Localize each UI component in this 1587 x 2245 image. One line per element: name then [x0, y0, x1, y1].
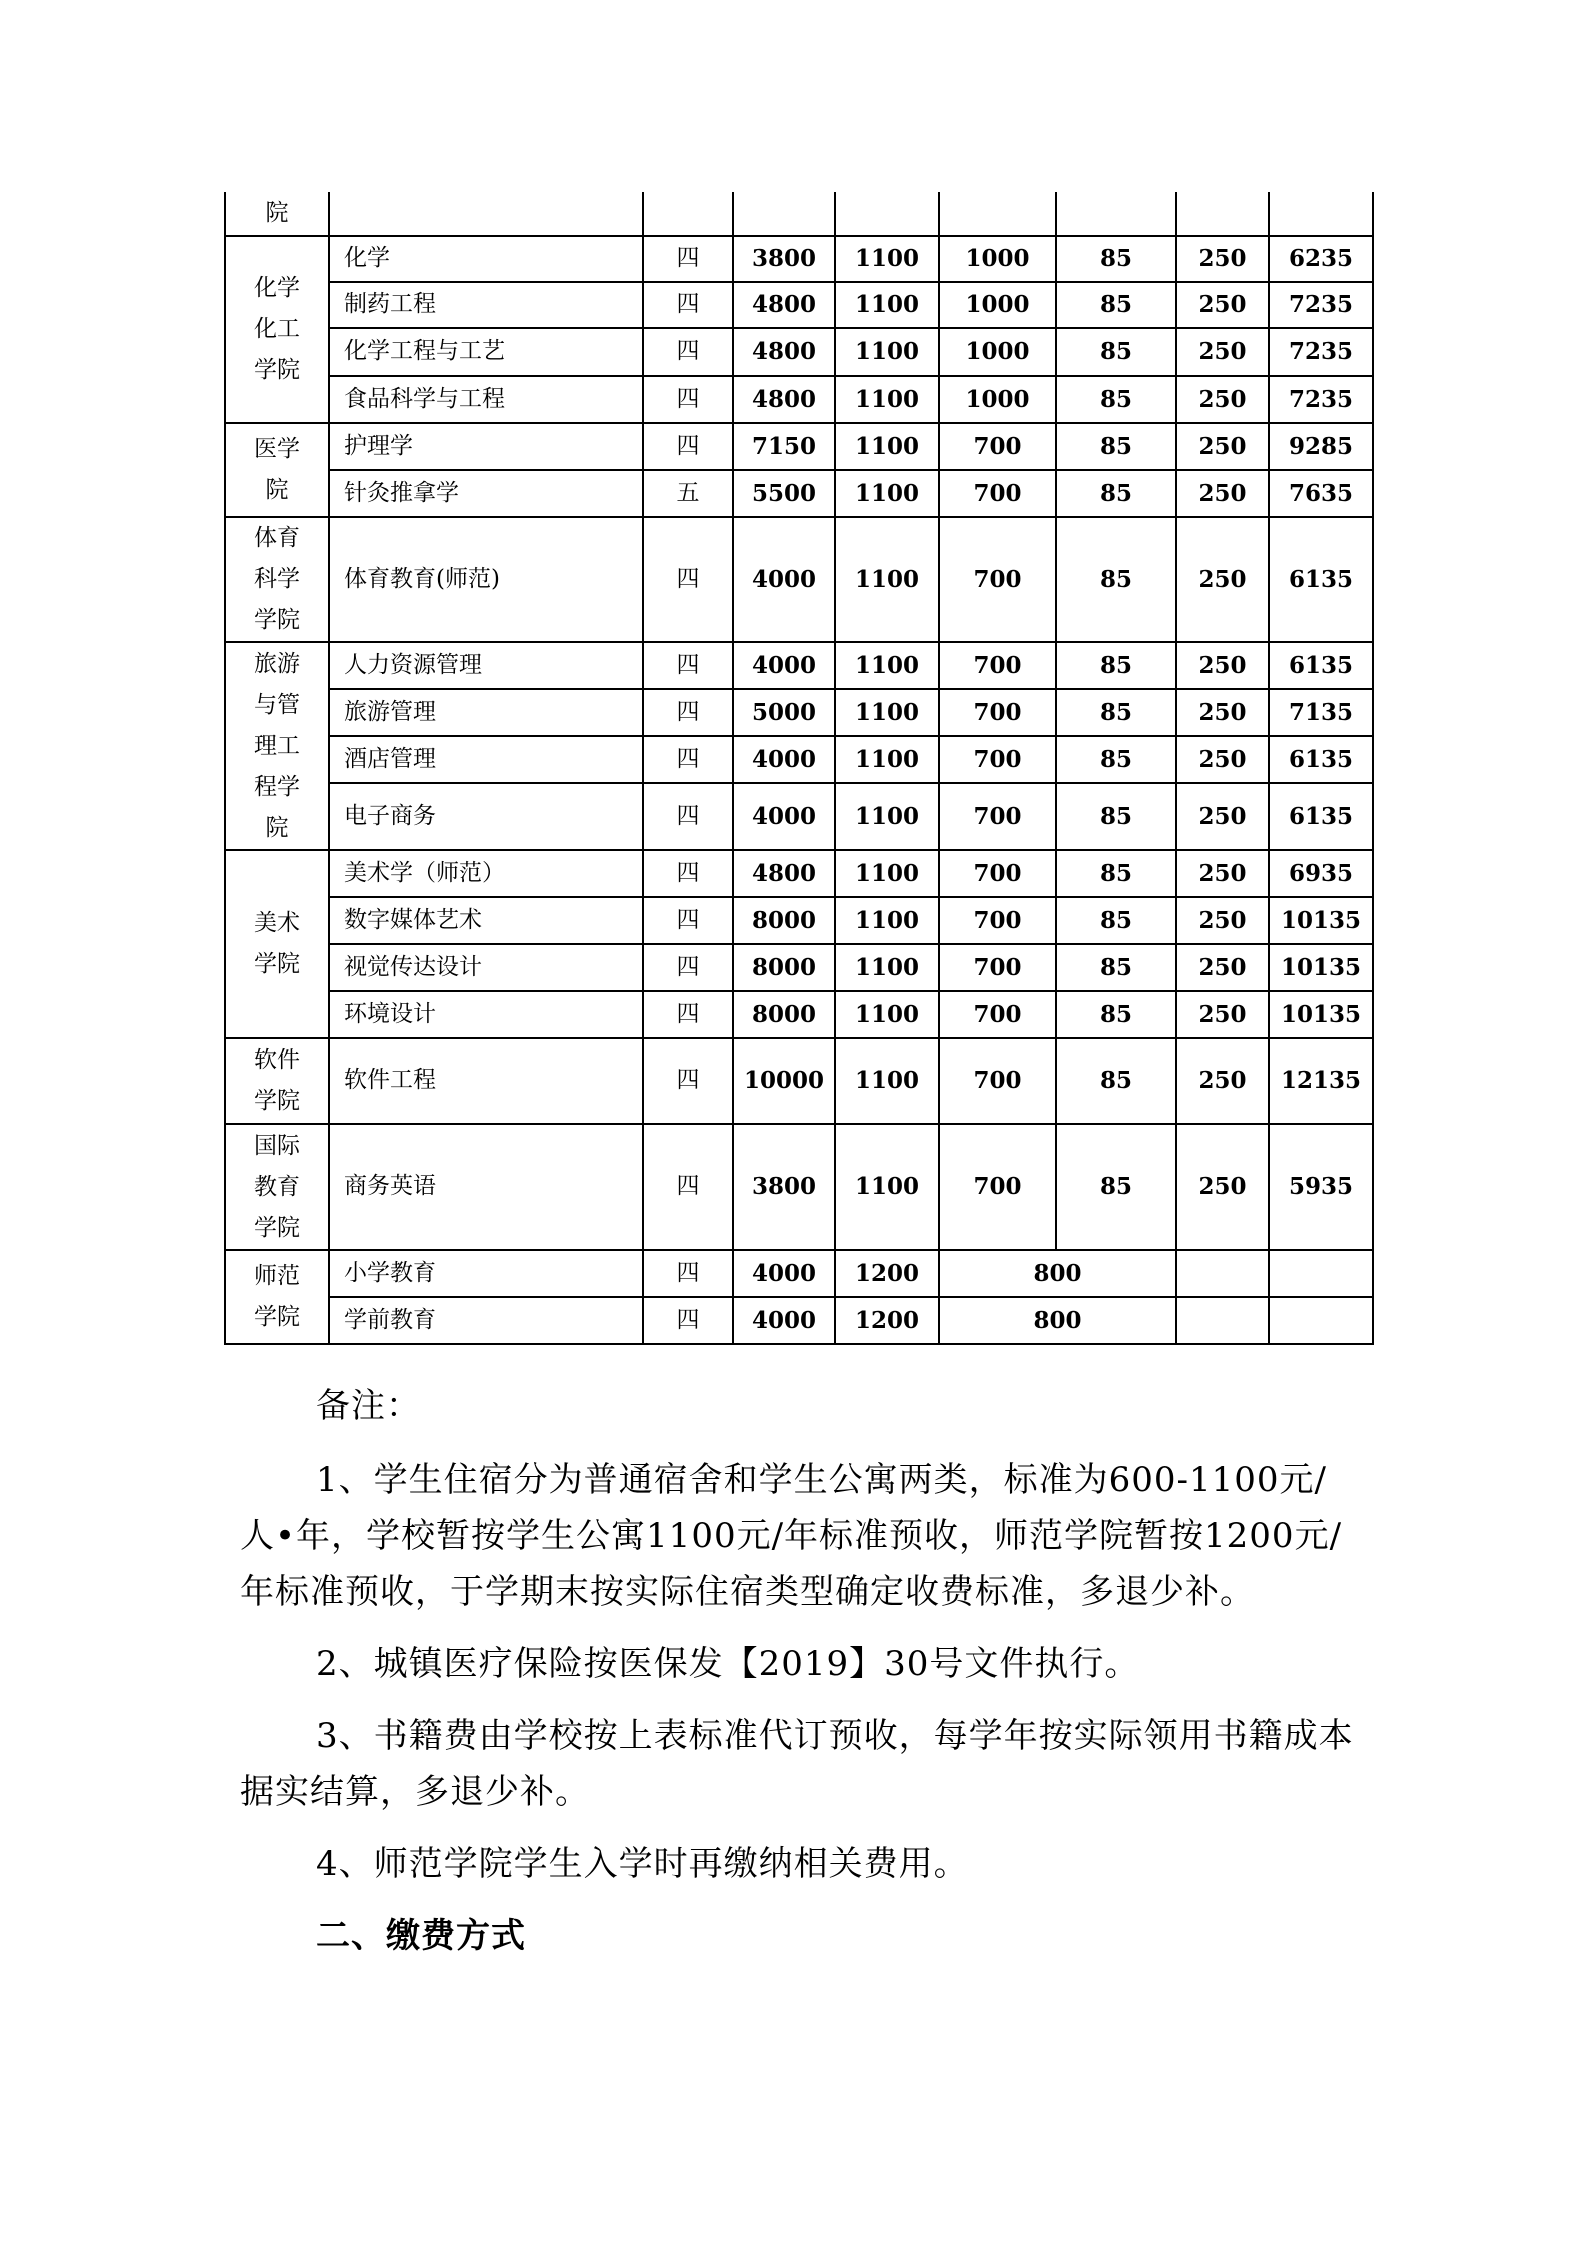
years-cell: 四: [643, 944, 733, 991]
major-cell: 酒店管理: [329, 736, 643, 783]
empty-cell: [1176, 1250, 1269, 1297]
tuition-cell: 4000: [733, 1297, 835, 1344]
misc-cell: 250: [1176, 282, 1269, 328]
college-name-line: 学院: [254, 607, 300, 633]
college-cell: [225, 850, 329, 1038]
notes-title: 备注：: [316, 1386, 421, 1426]
insurance-cell: 85: [1056, 1124, 1176, 1250]
books-cell: 700: [939, 689, 1056, 736]
college-name-line: 师范: [254, 1263, 300, 1289]
major-cell: 制药工程: [329, 282, 643, 328]
books-cell: 1000: [939, 376, 1056, 423]
empty-cell: [643, 192, 733, 236]
college-name-line: 教育: [254, 1173, 300, 1200]
college-name-line: 程学: [254, 773, 300, 800]
total-cell: 10135: [1269, 991, 1373, 1038]
housing-cell: 1100: [835, 470, 939, 517]
empty-cell: [1269, 1250, 1373, 1297]
misc-cell: 250: [1176, 944, 1269, 991]
table-row: [225, 236, 1373, 282]
college-name-line: 旅游: [254, 650, 300, 677]
tuition-cell: 5000: [733, 689, 835, 736]
years-cell: 四: [643, 1038, 733, 1124]
tuition-cell: 4000: [733, 783, 835, 850]
insurance-cell: 85: [1056, 376, 1176, 423]
notes-section: [240, 1378, 1360, 1964]
merged-fee-cell: 800: [939, 1297, 1176, 1344]
empty-cell: [1269, 1297, 1373, 1344]
housing-cell: 1100: [835, 897, 939, 944]
housing-cell: 1100: [835, 783, 939, 850]
tuition-cell: 4800: [733, 376, 835, 423]
college-name-line: 学院: [254, 1088, 300, 1114]
college-name-line: 学院: [254, 951, 300, 977]
insurance-cell: 85: [1056, 642, 1176, 689]
tuition-cell: 4800: [733, 328, 835, 376]
books-cell: 700: [939, 423, 1056, 470]
table-row: [225, 517, 1373, 642]
major-cell: 人力资源管理: [329, 642, 643, 689]
housing-cell: 1100: [835, 282, 939, 328]
tuition-cell: 4000: [733, 517, 835, 642]
table-row: [225, 897, 1373, 944]
note-item: 1、学生住宿分为普通宿舍和学生公寓两类，标准为600-1100元/人•年，学校暂按学生公寓1100元/年标准预收，师范学院暂按1200元/年标准预收，于学期末按实际住宿类型确定收费标准，多退少补。: [240, 1460, 1343, 1612]
total-cell: 7235: [1269, 282, 1373, 328]
insurance-cell: 85: [1056, 991, 1176, 1038]
insurance-cell: 85: [1056, 689, 1176, 736]
table-row: [225, 736, 1373, 783]
insurance-cell: 85: [1056, 470, 1176, 517]
misc-cell: 250: [1176, 236, 1269, 282]
major-cell: 化学: [329, 236, 643, 282]
major-cell: 护理学: [329, 423, 643, 470]
table-row: [225, 944, 1373, 991]
total-cell: 7235: [1269, 328, 1373, 376]
college-name-line: 院: [265, 814, 289, 841]
insurance-cell: 85: [1056, 944, 1176, 991]
misc-cell: 250: [1176, 850, 1269, 897]
misc-cell: 250: [1176, 689, 1269, 736]
years-cell: 四: [643, 1124, 733, 1250]
tuition-cell: 4000: [733, 642, 835, 689]
college-name-line: 学院: [254, 1214, 300, 1241]
total-cell: 6135: [1269, 642, 1373, 689]
major-cell: 针灸推拿学: [329, 470, 643, 517]
housing-cell: 1100: [835, 850, 939, 897]
misc-cell: 250: [1176, 423, 1269, 470]
tuition-cell: 4000: [733, 1250, 835, 1297]
tuition-cell: 4800: [733, 850, 835, 897]
misc-cell: 250: [1176, 470, 1269, 517]
insurance-cell: 85: [1056, 328, 1176, 376]
tuition-cell: 3800: [733, 1124, 835, 1250]
housing-cell: 1100: [835, 376, 939, 423]
table-row: [225, 376, 1373, 423]
books-cell: 700: [939, 991, 1056, 1038]
housing-cell: 1100: [835, 1124, 939, 1250]
housing-cell: 1100: [835, 736, 939, 783]
years-cell: 四: [643, 689, 733, 736]
books-cell: 700: [939, 1038, 1056, 1124]
insurance-cell: 85: [1056, 897, 1176, 944]
major-cell: 视觉传达设计: [329, 944, 643, 991]
insurance-cell: 85: [1056, 1038, 1176, 1124]
years-cell: 四: [643, 1297, 733, 1344]
empty-cell: [1176, 192, 1269, 236]
total-cell: 7235: [1269, 376, 1373, 423]
college-name-line: 体育: [254, 525, 300, 551]
major-cell: 学前教育: [329, 1297, 643, 1344]
housing-cell: 1200: [835, 1297, 939, 1344]
books-cell: 1000: [939, 328, 1056, 376]
table-row: [225, 282, 1373, 328]
tuition-cell: 8000: [733, 991, 835, 1038]
major-cell: 软件工程: [329, 1038, 643, 1124]
books-cell: 700: [939, 783, 1056, 850]
insurance-cell: 85: [1056, 236, 1176, 282]
books-cell: 700: [939, 736, 1056, 783]
housing-cell: 1100: [835, 1038, 939, 1124]
total-cell: 6235: [1269, 236, 1373, 282]
college-name-line: 化学: [254, 275, 300, 301]
empty-cell: [329, 192, 643, 236]
table-row: [225, 991, 1373, 1038]
college-name-line: 理工: [254, 732, 300, 759]
tuition-cell: 5500: [733, 470, 835, 517]
total-cell: 7635: [1269, 470, 1373, 517]
insurance-cell: 85: [1056, 517, 1176, 642]
college-cell: [225, 1038, 329, 1124]
housing-cell: 1100: [835, 423, 939, 470]
misc-cell: 250: [1176, 1124, 1269, 1250]
insurance-cell: 85: [1056, 423, 1176, 470]
housing-cell: 1100: [835, 944, 939, 991]
misc-cell: 250: [1176, 736, 1269, 783]
years-cell: 四: [643, 282, 733, 328]
years-cell: 四: [643, 517, 733, 642]
tuition-cell: 7150: [733, 423, 835, 470]
insurance-cell: 85: [1056, 783, 1176, 850]
major-cell: 体育教育(师范): [329, 517, 643, 642]
table-row: [225, 192, 1373, 236]
college-name-line: 化工: [254, 316, 300, 342]
housing-cell: 1100: [835, 236, 939, 282]
college-name-line: 医学: [254, 436, 300, 462]
empty-cell: [1176, 1297, 1269, 1344]
empty-cell: [835, 192, 939, 236]
note-item: 3、书籍费由学校按上表标准代订预收，每学年按实际领用书籍成本据实结算，多退少补。: [240, 1716, 1354, 1812]
note-item: 2、城镇医疗保险按医保发【2019】30号文件执行。: [316, 1644, 1140, 1684]
college-name-line: 学院: [254, 1304, 300, 1330]
note-item: 4、师范学院学生入学时再缴纳相关费用。: [316, 1844, 969, 1884]
years-cell: 四: [643, 1250, 733, 1297]
merged-fee-cell: 800: [939, 1250, 1176, 1297]
tuition-cell: 10000: [733, 1038, 835, 1124]
college-name-line: 美术: [254, 910, 300, 936]
misc-cell: 250: [1176, 517, 1269, 642]
college-name-line: 院: [265, 477, 289, 503]
college-name-line: 科学: [254, 566, 300, 592]
table-row: [225, 423, 1373, 470]
books-cell: 700: [939, 850, 1056, 897]
misc-cell: 250: [1176, 1038, 1269, 1124]
years-cell: 四: [643, 783, 733, 850]
total-cell: 10135: [1269, 944, 1373, 991]
years-cell: 四: [643, 328, 733, 376]
years-cell: 四: [643, 736, 733, 783]
fee-table: [224, 192, 1374, 1345]
insurance-cell: 85: [1056, 850, 1176, 897]
college-cell: 院: [225, 192, 329, 236]
major-cell: 食品科学与工程: [329, 376, 643, 423]
tuition-cell: 4000: [733, 736, 835, 783]
books-cell: 700: [939, 1124, 1056, 1250]
years-cell: 四: [643, 850, 733, 897]
books-cell: 700: [939, 642, 1056, 689]
books-cell: 1000: [939, 236, 1056, 282]
empty-cell: [1269, 192, 1373, 236]
table-row: [225, 1124, 1373, 1250]
books-cell: 700: [939, 897, 1056, 944]
table-row: [225, 1250, 1373, 1297]
insurance-cell: 85: [1056, 282, 1176, 328]
table-row: [225, 689, 1373, 736]
total-cell: 7135: [1269, 689, 1373, 736]
misc-cell: 250: [1176, 376, 1269, 423]
college-cell: [225, 642, 329, 850]
total-cell: 5935: [1269, 1124, 1373, 1250]
years-cell: 五: [643, 470, 733, 517]
misc-cell: 250: [1176, 783, 1269, 850]
insurance-cell: 85: [1056, 736, 1176, 783]
tuition-cell: 3800: [733, 236, 835, 282]
tuition-cell: 4800: [733, 282, 835, 328]
years-cell: 四: [643, 376, 733, 423]
books-cell: 700: [939, 944, 1056, 991]
college-name-line: 与管: [254, 691, 300, 718]
misc-cell: 250: [1176, 642, 1269, 689]
empty-cell: [733, 192, 835, 236]
major-cell: 旅游管理: [329, 689, 643, 736]
housing-cell: 1200: [835, 1250, 939, 1297]
housing-cell: 1100: [835, 328, 939, 376]
table-row: [225, 328, 1373, 376]
empty-cell: [939, 192, 1056, 236]
college-name-line: 软件: [254, 1047, 300, 1073]
college-name-line: 国际: [254, 1132, 300, 1159]
college-cell: [225, 236, 329, 423]
college-cell: [225, 517, 329, 642]
total-cell: 6135: [1269, 736, 1373, 783]
table-row: [225, 850, 1373, 897]
empty-cell: [1056, 192, 1176, 236]
major-cell: 电子商务: [329, 783, 643, 850]
total-cell: 6135: [1269, 517, 1373, 642]
tuition-cell: 8000: [733, 897, 835, 944]
college-name-line: 学院: [254, 357, 300, 383]
major-cell: 小学教育: [329, 1250, 643, 1297]
table-row: [225, 470, 1373, 517]
major-cell: 商务英语: [329, 1124, 643, 1250]
table-row: [225, 1297, 1373, 1344]
table-row: [225, 783, 1373, 850]
total-cell: 12135: [1269, 1038, 1373, 1124]
books-cell: 700: [939, 470, 1056, 517]
housing-cell: 1100: [835, 517, 939, 642]
years-cell: 四: [643, 642, 733, 689]
years-cell: 四: [643, 991, 733, 1038]
section-heading: 二、缴费方式: [316, 1916, 526, 1956]
years-cell: 四: [643, 423, 733, 470]
major-cell: 环境设计: [329, 991, 643, 1038]
major-cell: 数字媒体艺术: [329, 897, 643, 944]
major-cell: 化学工程与工艺: [329, 328, 643, 376]
major-cell: 美术学（师范）: [329, 850, 643, 897]
years-cell: 四: [643, 236, 733, 282]
books-cell: 700: [939, 517, 1056, 642]
college-cell: [225, 1124, 329, 1250]
college-cell: [225, 423, 329, 517]
total-cell: 6935: [1269, 850, 1373, 897]
misc-cell: 250: [1176, 328, 1269, 376]
total-cell: 10135: [1269, 897, 1373, 944]
books-cell: 1000: [939, 282, 1056, 328]
total-cell: 6135: [1269, 783, 1373, 850]
housing-cell: 1100: [835, 642, 939, 689]
misc-cell: 250: [1176, 897, 1269, 944]
table-row: [225, 642, 1373, 689]
housing-cell: 1100: [835, 991, 939, 1038]
misc-cell: 250: [1176, 991, 1269, 1038]
tuition-cell: 8000: [733, 944, 835, 991]
total-cell: 9285: [1269, 423, 1373, 470]
housing-cell: 1100: [835, 689, 939, 736]
college-cell: [225, 1250, 329, 1344]
table-row: [225, 1038, 1373, 1124]
years-cell: 四: [643, 897, 733, 944]
